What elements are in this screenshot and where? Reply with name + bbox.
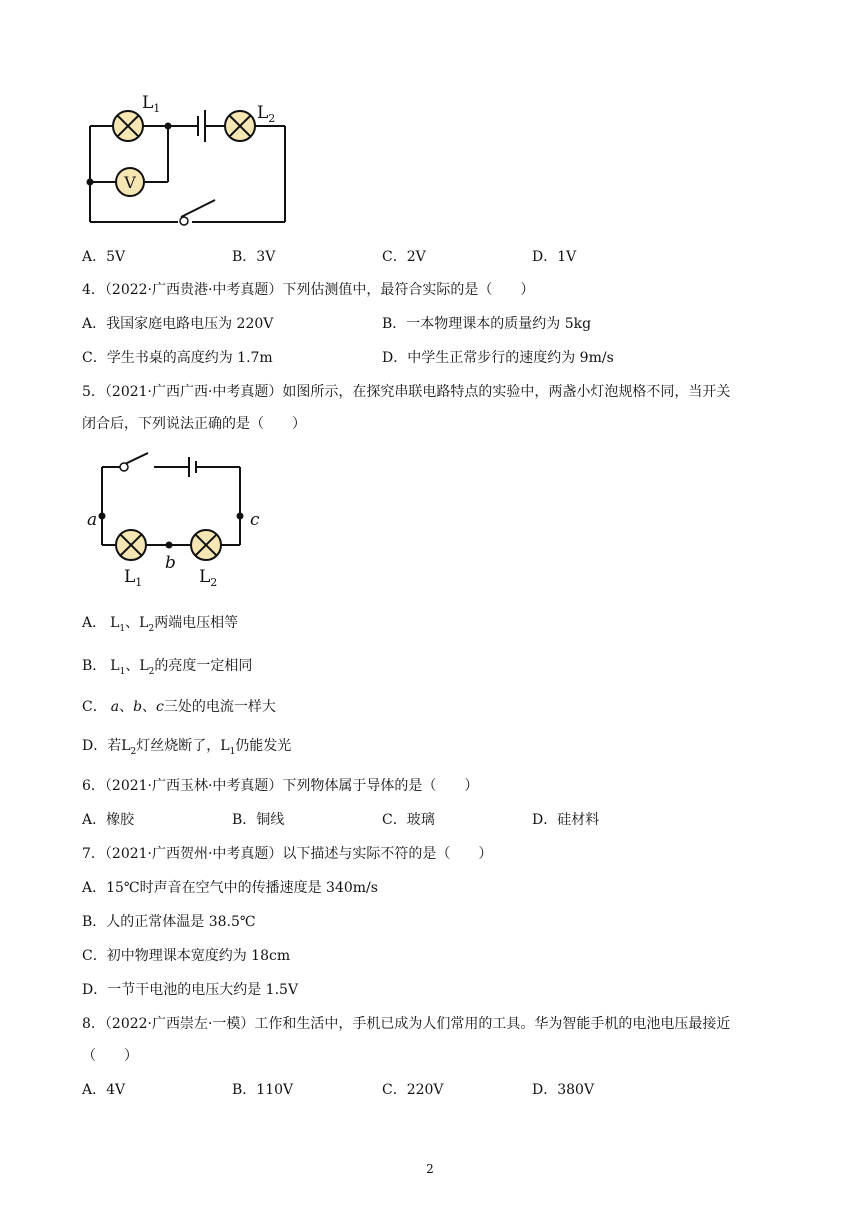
lamp-l1-icon (116, 530, 146, 560)
q6-stem: 6．（2021·广西玉林·中考真题）下列物体属于导体的是（ ） (82, 778, 479, 794)
svg-text:L2: $L_2$ (199, 567, 218, 589)
q8-stem-line1: 8．（2022·广西崇左·一模）工作和生活中，手机已成为人们常用的工具。华为智能手机的电池电压最接近 (82, 1016, 731, 1032)
q8-option-d: D．380V (532, 1082, 595, 1098)
q3-option-a: A．5V (82, 249, 126, 265)
switch-pivot-icon (180, 217, 188, 225)
q4-option-a: A．我国家庭电路电压为 220V (82, 316, 274, 332)
q7-option-d: D．一节干电池的电压大约是 1.5V (82, 982, 299, 998)
lamp-l2-icon (191, 530, 221, 560)
q8-option-b: B．110V (232, 1082, 294, 1098)
svg-text:L2: $L_2$ (257, 103, 276, 125)
switch-pivot-icon (120, 463, 128, 471)
circuit-diagram-2 (80, 450, 280, 590)
q5-stem-line2: 闭合后，下列说法正确的是（ ） (82, 416, 306, 432)
circuit-diagram-1 (80, 92, 295, 232)
q5-option-d: D．若$L_2$灯丝烧断了，$L_1$仍能发光 (82, 738, 292, 757)
q3-option-c: C．2V (382, 249, 426, 265)
q5-option-b: B． $L_1$、$L_2$的亮度一定相同 (82, 658, 253, 677)
q8-stem-line2: （ ） (82, 1048, 138, 1064)
q4-option-d: D．中学生正常步行的速度约为 9m/s (382, 350, 614, 366)
svg-text:L1: $L_1$ (142, 93, 161, 115)
q3-option-d: D．1V (532, 249, 577, 265)
svg-text:V: V (124, 173, 136, 192)
page-number: 2 (426, 1162, 434, 1176)
q4-option-c: C．学生书桌的高度约为 1.7m (82, 350, 273, 366)
svg-text:a: a (87, 510, 98, 530)
q7-option-b: B．人的正常体温是 38.5℃ (82, 914, 256, 930)
q4-stem: 4．（2022·广西贵港·中考真题）下列估测值中，最符合实际的是（ ） (82, 282, 535, 298)
q5-option-c: C． a、b、c三处的电流一样大 (82, 699, 276, 715)
lamp-l1-icon (113, 111, 143, 141)
q4-option-b: B．一本物理课本的质量约为 5kg (382, 316, 592, 332)
svg-text:c: c (250, 510, 260, 530)
q6-option-a: A．橡胶 (82, 812, 135, 828)
q3-option-b: B．3V (232, 249, 276, 265)
lamp-l2-icon (225, 111, 255, 141)
q7-option-c: C．初中物理课本宽度约为 18cm (82, 948, 291, 964)
q8-option-a: A．4V (82, 1082, 126, 1098)
q7-option-a: A．15℃时声音在空气中的传播速度是 340m/s (82, 880, 378, 896)
q5-option-a: A． $L_1$、$L_2$两端电压相等 (82, 615, 239, 634)
q6-option-b: B．铜线 (232, 812, 285, 828)
voltmeter-icon (116, 168, 144, 196)
q7-stem: 7．（2021·广西贺州·中考真题）以下描述与实际不符的是（ ） (82, 846, 493, 862)
svg-text:b: b (165, 553, 176, 573)
q6-option-d: D．硅材料 (532, 812, 600, 828)
q8-option-c: C．220V (382, 1082, 444, 1098)
q5-stem-line1: 5．（2021·广西广西·中考真题）如图所示，在探究串联电路特点的实验中，两盏小灯泡规格不同，当开关 (82, 384, 731, 400)
q6-option-c: C．玻璃 (382, 812, 435, 828)
svg-text:L1: $L_1$ (124, 567, 143, 589)
